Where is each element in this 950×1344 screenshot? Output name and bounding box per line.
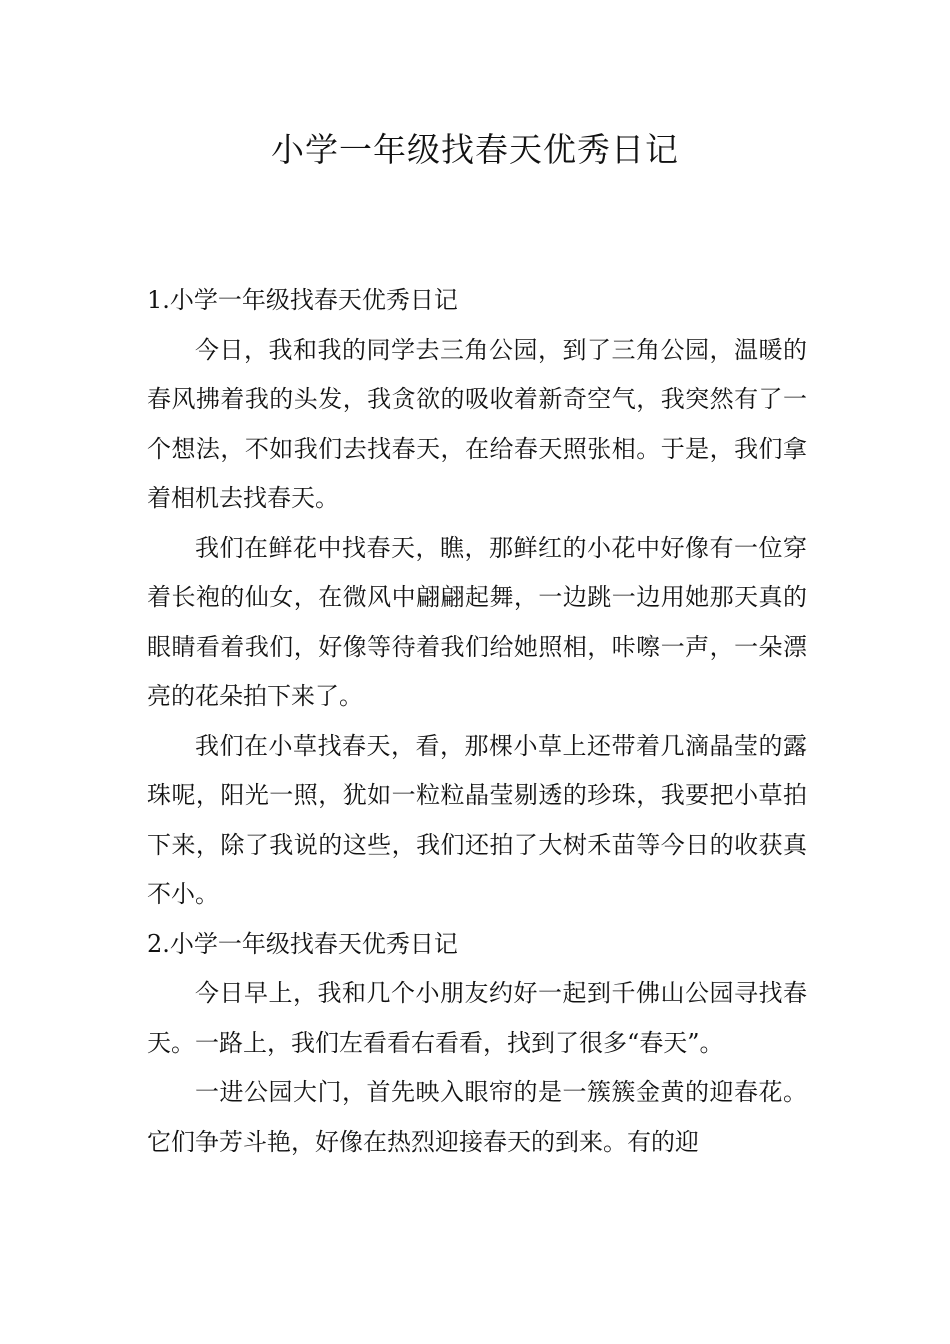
paragraph: 今日，我和我的同学去三角公园，到了三角公园，温暖的春风拂着我的头发，我贪欲的吸收着新奇空气，我突然有了一个想法，不如我们去找春天，在给春天照张相。于是，我们拿着相机去找春天。 <box>147 335 807 512</box>
document-body <box>147 276 807 1167</box>
paragraph: 一进公园大门，首先映入眼帘的是一簇簇金黄的迎春花。它们争芳斗艳，好像在热烈迎接春天的到来。有的迎 <box>147 1078 807 1156</box>
diary-section-1 <box>147 276 807 920</box>
paragraph: 我们在小草找春天，看，那棵小草上还带着几滴晶莹的露珠呢，阳光一照，犹如一粒粒晶莹剔透的珍珠，我要把小草拍下来，除了我说的这些，我们还拍了大树禾苗等今日的收获真不小。 <box>147 731 807 908</box>
section-heading: 2.小学一年级找春天优秀日记 <box>147 929 458 958</box>
document-title: 小学一年级找春天优秀日记 <box>271 130 679 169</box>
paragraph: 我们在鲜花中找春天，瞧，那鲜红的小花中好像有一位穿着长袍的仙女，在微风中翩翩起舞，一边跳一边用她那天真的眼睛看着我们，好像等待着我们给她照相，咔嚓一声，一朵漂亮的花朵拍下来了。 <box>147 533 807 710</box>
diary-section-2 <box>147 920 807 1168</box>
section-heading: 1.小学一年级找春天优秀日记 <box>147 286 458 314</box>
paragraph: 今日早上，我和几个小朋友约好一起到千佛山公园寻找春天。一路上，我们左看看右看看，找到了很多“春天”。 <box>147 979 807 1057</box>
